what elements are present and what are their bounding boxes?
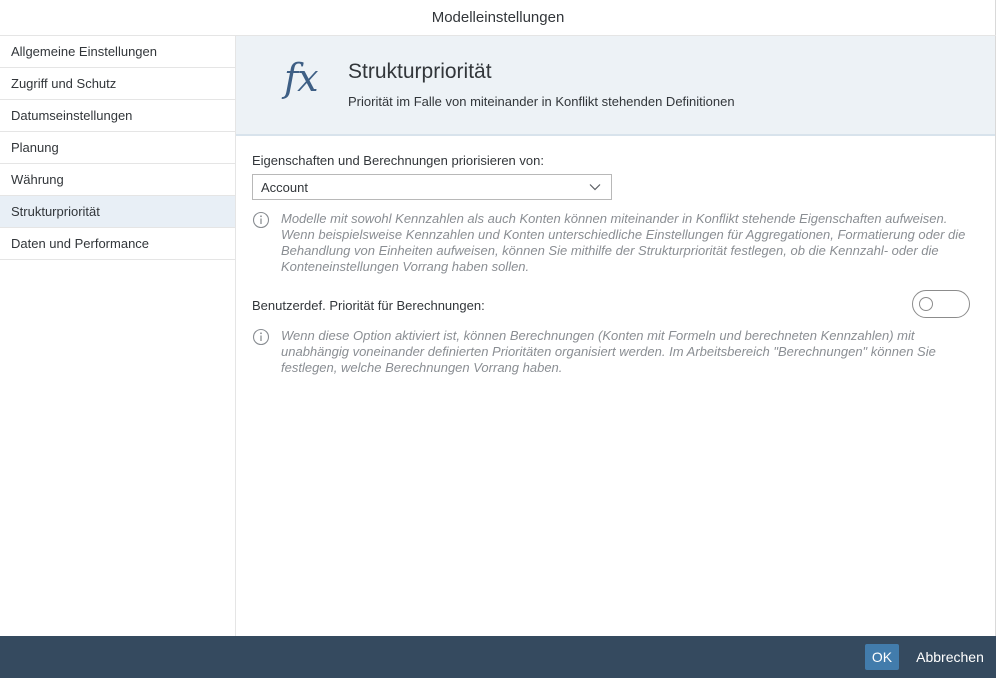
- prioritize-select-value: Account: [261, 179, 308, 195]
- sidebar-item-structure-priority[interactable]: Strukturpriorität: [0, 196, 235, 228]
- sidebar-item-planning[interactable]: Planung: [0, 132, 235, 164]
- settings-content: [236, 36, 995, 636]
- ok-button[interactable]: OK: [865, 644, 899, 670]
- cancel-button[interactable]: Abbrechen: [916, 649, 984, 665]
- sidebar-item-access[interactable]: Zugriff und Schutz: [0, 68, 235, 100]
- section-title: Strukturpriorität: [348, 60, 492, 83]
- custom-priority-label: Benutzerdef. Priorität für Berechnungen:: [252, 298, 485, 313]
- settings-sidebar: [0, 36, 236, 636]
- sidebar-item-date[interactable]: Datumseinstellungen: [0, 100, 235, 132]
- prioritize-select[interactable]: [252, 174, 612, 200]
- sidebar-item-currency[interactable]: Währung: [0, 164, 235, 196]
- dialog-title: Modelleinstellungen: [431, 9, 565, 26]
- dialog-titlebar: [0, 0, 996, 36]
- prioritize-info-text: Modelle mit sowohl Kennzahlen als auch Konten können miteinander in Konflikt stehende Eigenschaften aufweisen. Wenn beispielsweise Kennzahlen und Konten unterschiedliche Einstellungen für Aggregationen, Formatierung oder die Behandlung von Einheiten aufweisen, können Sie mithilfe der Strukturpriorität festlegen, ob die Kennzahl- oder die Konteneinstellungen Vorrang haben sollen.: [281, 211, 966, 274]
- section-subtitle: Priorität im Falle von miteinander in Konflikt stehenden Definitionen: [348, 94, 735, 109]
- toggle-knob: [919, 297, 933, 311]
- prioritize-info: [252, 211, 982, 275]
- custom-priority-info: [252, 328, 982, 376]
- custom-priority-info-text: Wenn diese Option aktiviert ist, können Berechnungen (Konten mit Formeln und berechneten Kennzahlen) mit unabhängig voneinander definierten Prioritäten organisiert werden. Im Arbeitsbereich "Berechnungen" können Sie festlegen, welche Berechnungen Vorrang haben.: [281, 328, 936, 375]
- info-icon: [252, 211, 270, 229]
- sidebar-item-general[interactable]: Allgemeine Einstellungen: [0, 36, 235, 68]
- chevron-down-icon: [589, 181, 601, 193]
- prioritize-label: Eigenschaften und Berechnungen priorisieren von:: [252, 153, 544, 168]
- custom-priority-toggle[interactable]: [912, 290, 970, 318]
- dialog-footer: [0, 636, 996, 678]
- sidebar-item-data-performance[interactable]: Daten und Performance: [0, 228, 235, 260]
- fx-function-icon: fx: [284, 56, 318, 100]
- section-header: [236, 36, 995, 136]
- info-icon: [252, 328, 270, 346]
